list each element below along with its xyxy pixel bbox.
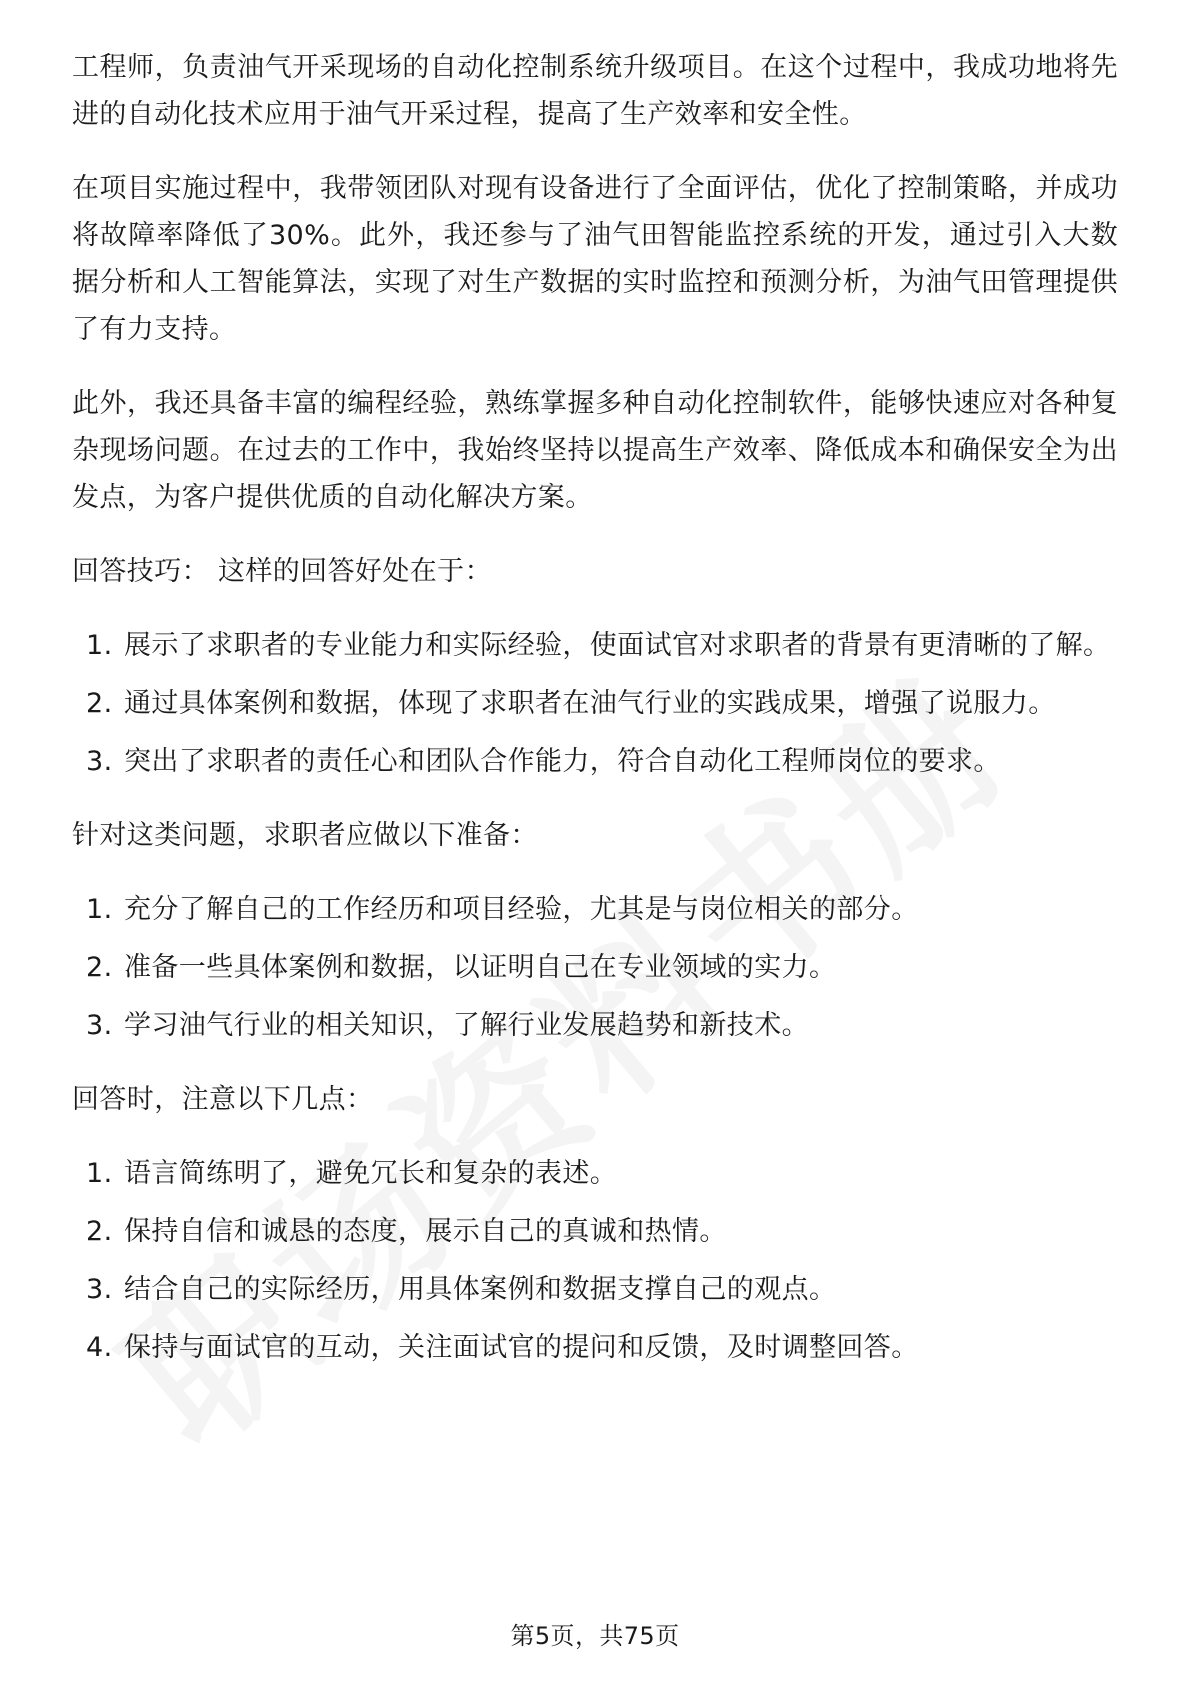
preparation-heading: 针对这类问题，求职者应做以下准备： <box>72 820 538 851</box>
list-item <box>72 1324 1118 1371</box>
page-content <box>72 44 1118 1398</box>
answer-notes-list <box>72 1150 1118 1371</box>
list-item-text: 通过具体案例和数据，体现了求职者在油气行业的实践成果，增强了说服力。 <box>124 688 1056 719</box>
list-item-text: 充分了解自己的工作经历和项目经验，尤其是与岗位相关的部分。 <box>124 894 919 925</box>
answer-benefits-list <box>72 622 1118 785</box>
list-number: 2. <box>86 952 113 983</box>
list-item <box>72 1208 1118 1255</box>
paragraph-project-implementation: 在项目实施过程中，我带领团队对现有设备进行了全面评估，优化了控制策略，并成功将故障率降低了30%。此外，我还参与了油气田智能监控系统的开发，通过引入大数据分析和人工智能算法，实现了对生产数据的实时监控和预测分析，为油气田管理提供了有力支持。 <box>72 173 1118 345</box>
list-number: 3. <box>86 1010 113 1041</box>
list-item-text: 学习油气行业的相关知识，了解行业发展趋势和新技术。 <box>124 1010 809 1041</box>
list-item-text: 语言简练明了，避免冗长和复杂的表述。 <box>124 1158 618 1189</box>
list-number: 2. <box>86 688 113 719</box>
list-item-text: 准备一些具体案例和数据，以证明自己在专业领域的实力。 <box>124 952 837 983</box>
list-item-text: 保持与面试官的互动，关注面试官的提问和反馈，及时调整回答。 <box>124 1332 919 1363</box>
list-item <box>72 738 1118 785</box>
list-item <box>72 944 1118 991</box>
paragraph-programming-experience: 此外，我还具备丰富的编程经验，熟练掌握多种自动化控制软件，能够快速应对各种复杂现场问题。在过去的工作中，我始终坚持以提高生产效率、降低成本和确保安全为出发点，为客户提供优质的自动化解决方案。 <box>72 388 1118 513</box>
list-item-text: 展示了求职者的专业能力和实际经验，使面试官对求职者的背景有更清晰的了解。 <box>124 630 1111 661</box>
list-item <box>72 1150 1118 1197</box>
list-item <box>72 1002 1118 1049</box>
preparation-list <box>72 886 1118 1049</box>
list-number: 1. <box>86 630 113 661</box>
page-number-footer: 第5页，共75页 <box>510 1622 680 1650</box>
list-item-text: 保持自信和诚恳的态度，展示自己的真诚和热情。 <box>124 1216 727 1247</box>
list-item <box>72 622 1118 669</box>
list-number: 1. <box>86 1158 113 1189</box>
answer-tips-heading: 回答技巧： 这样的回答好处在于： <box>72 556 492 587</box>
list-item <box>72 680 1118 727</box>
list-item <box>72 1266 1118 1313</box>
list-number: 4. <box>86 1332 113 1363</box>
list-number: 3. <box>86 746 113 777</box>
list-item-text: 结合自己的实际经历，用具体案例和数据支撑自己的观点。 <box>124 1274 837 1305</box>
answer-notes-heading: 回答时，注意以下几点： <box>72 1084 374 1115</box>
list-item <box>72 886 1118 933</box>
list-number: 2. <box>86 1216 113 1247</box>
paragraph-intro-continued: 工程师，负责油气开采现场的自动化控制系统升级项目。在这个过程中，我成功地将先进的自动化技术应用于油气开采过程，提高了生产效率和安全性。 <box>72 52 1118 130</box>
list-item-text: 突出了求职者的责任心和团队合作能力，符合自动化工程师岗位的要求。 <box>124 746 1001 777</box>
list-number: 1. <box>86 894 113 925</box>
list-number: 3. <box>86 1274 113 1305</box>
